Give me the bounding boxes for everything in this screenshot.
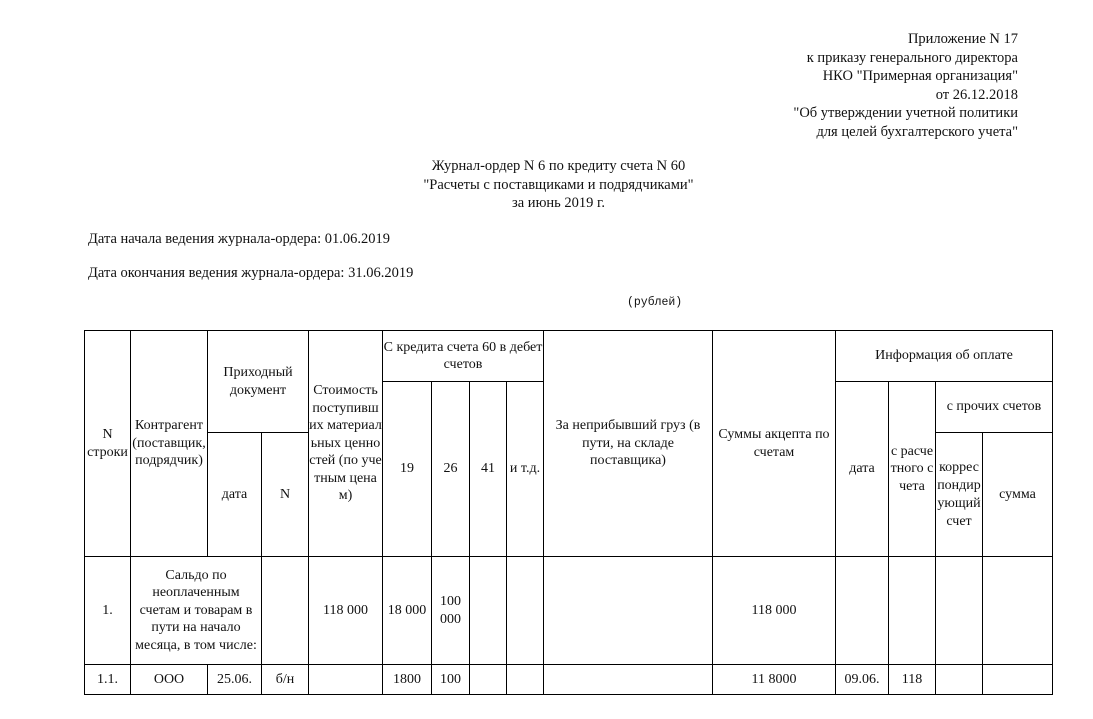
header-cost: Стоимость поступивших материальных ценностей (по учетным ценам) [309, 331, 383, 557]
cell-doc-num: б/н [262, 665, 309, 695]
cell-acc41 [470, 665, 507, 695]
header-pay-date: дата [836, 382, 889, 557]
cell-pay-date: 09.06. [836, 665, 889, 695]
cell-doc-num [262, 557, 309, 665]
header-acc-etc: и т.д. [507, 382, 544, 557]
cell-corr-acc [936, 557, 983, 665]
appendix-line: "Об утверждении учетной политики [793, 105, 1018, 121]
header-acc19: 19 [383, 382, 432, 557]
cell-cost [309, 665, 383, 695]
cell-num: 1.1. [85, 665, 131, 695]
cell-acc-etc [507, 665, 544, 695]
appendix-block [793, 30, 1018, 141]
cell-acc19: 1800 [383, 665, 432, 695]
cell-settlement-acc: 118 [889, 665, 936, 695]
title-line: за июнь 2019 г. [512, 195, 605, 211]
cell-counterparty: Сальдо по неоплаченным счетам и товарам в пути на начало месяца, в том числе: [131, 557, 262, 665]
appendix-line: от 26.12.2018 [935, 86, 1018, 103]
cell-settlement-acc [889, 557, 936, 665]
header-sum: сумма [983, 433, 1053, 557]
title-line: Журнал-ордер N 6 по кредиту счета N 60 [431, 158, 686, 174]
document-title [0, 157, 1093, 213]
header-payment-info: Информация об оплате [836, 331, 1053, 382]
cell-acc26: 100 000 [432, 557, 470, 665]
header-other-acc: с прочих счетов [936, 382, 1053, 433]
cell-corr-acc [936, 665, 983, 695]
header-corr-acc: корреспондирующий счет [936, 433, 983, 557]
cell-num: 1. [85, 557, 131, 665]
header-row-num: N строки [85, 331, 131, 557]
units-label: (рублей) [627, 296, 683, 309]
appendix-line: Приложение N 17 [907, 31, 1018, 47]
header-counterparty: Контрагент (поставщик, подрядчик) [131, 331, 208, 557]
cell-accept-sums: 11 8000 [713, 665, 836, 695]
table-row [85, 557, 1053, 665]
header-acc26: 26 [432, 382, 470, 557]
cell-acc19: 18 000 [383, 557, 432, 665]
header-settlement-acc: с расчетного счета [889, 382, 936, 557]
cell-goods-in-transit [544, 557, 713, 665]
cell-acc26: 100 [432, 665, 470, 695]
start-date: Дата начала ведения журнала-ордера: 01.06.2019 [88, 231, 390, 247]
cell-counterparty: ООО [131, 665, 208, 695]
cell-cost: 118 000 [309, 557, 383, 665]
header-credit60: С кредита счета 60 в дебет счетов [383, 331, 544, 382]
title-line: "Расчеты с поставщиками и подрядчиками" [423, 176, 694, 193]
cell-pay-date [836, 557, 889, 665]
header-acc41: 41 [470, 382, 507, 557]
header-doc-num: N [262, 433, 309, 557]
appendix-line: НКО "Примерная организация" [822, 68, 1018, 84]
cell-acc-etc [507, 557, 544, 665]
header-accept-sums: Суммы акцепта по счетам [713, 331, 836, 557]
header-goods-in-transit: За неприбывший груз (в пути, на складе поставщика) [544, 331, 713, 557]
cell-goods-in-transit [544, 665, 713, 695]
appendix-line: для целей бухгалтерского учета" [816, 123, 1018, 140]
cell-accept-sums: 118 000 [713, 557, 836, 665]
cell-doc-date: 25.06. [208, 665, 262, 695]
header-doc-date: дата [208, 433, 262, 557]
cell-sum [983, 665, 1053, 695]
table-row [85, 665, 1053, 695]
cell-sum [983, 557, 1053, 665]
end-date: Дата окончания ведения журнала-ордера: 31.06.2019 [88, 265, 414, 281]
cell-acc41 [470, 557, 507, 665]
journal-order-table [84, 330, 1053, 695]
header-incoming-doc: Приходный документ [208, 331, 309, 433]
appendix-line: к приказу генерального директора [806, 49, 1018, 66]
